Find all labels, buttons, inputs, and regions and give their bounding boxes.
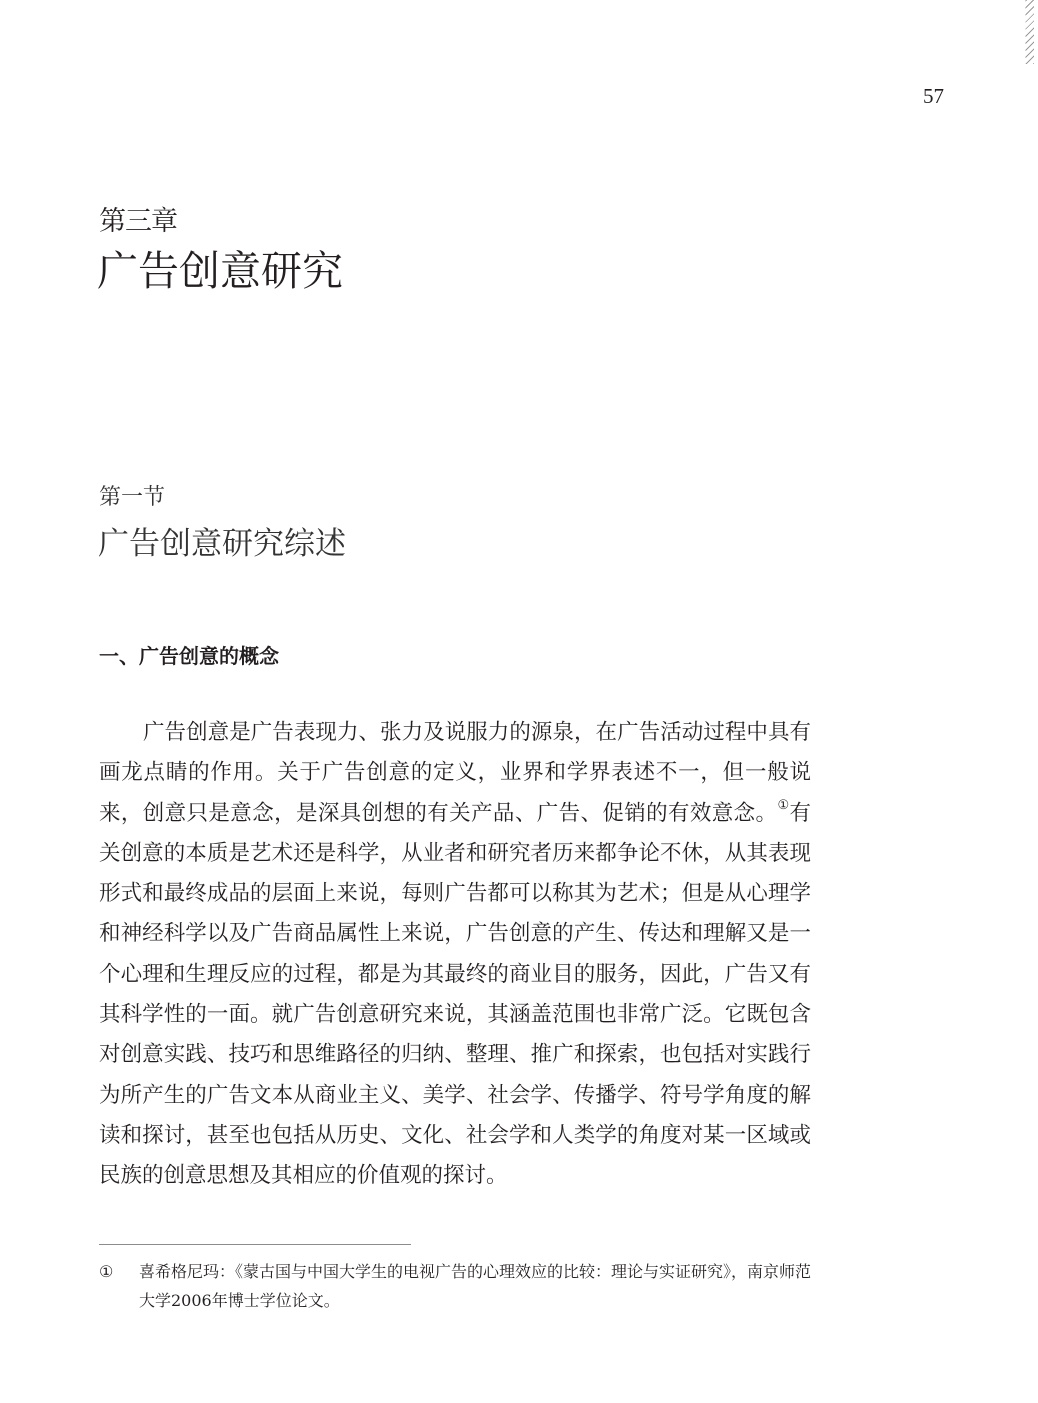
body-paragraph-part1: 广告创意是广告表现力、张力及说服力的源泉，在广告活动过程中具有画龙点睛的作用。关于广告创意的定义，业界和学界表述不一，但一般说来，创意只是意念，是深具创想的有关产品、广告、促销的有效意念。 bbox=[99, 720, 811, 826]
section-label: 第一节 bbox=[99, 485, 166, 510]
footnote-text: 喜希格尼玛：《蒙古国与中国大学生的电视广告的心理效应的比较：理论与实证研究》，南京师范大学2006年博士学位论文。 bbox=[139, 1262, 812, 1310]
body-paragraph-part2: 有关创意的本质是艺术还是科学，从业者和研究者历来都争论不休，从其表现形式和最终成品的层面上来说，每则广告都可以称其为艺术；但是从心理学和神经科学以及广告商品属性上来说，广告创意的产生、传达和理解又是一个心理和生理反应的过程，都是为其最终的商业目的服务，因此，广告又有其科学性的一面。就广告创意研究来说，其涵盖范围也非常广泛。它既包含对创意实践、技巧和思维路径的归纳、整理、推广和探索，也包括对实践行为所产生的广告文本从商业主义、美学、社会学、传播学、符号学角度的解读和探讨，甚至也包括从历史、文化、社会学和人类学的角度对某一区域或民族的创意思想及其相应的价值观的探讨。 bbox=[99, 800, 811, 1189]
section-title: 广告创意研究综述 bbox=[98, 526, 346, 562]
footnote-reference[interactable]: ① bbox=[777, 798, 790, 814]
footnote bbox=[99, 1257, 811, 1315]
page-edge-hatching bbox=[1006, 0, 1034, 64]
subsection-title: 一、广告创意的概念 bbox=[99, 644, 279, 668]
page-number: 57 bbox=[923, 84, 944, 108]
body-paragraph bbox=[99, 713, 811, 1197]
footnote-marker: ① bbox=[99, 1262, 114, 1281]
chapter-label: 第三章 bbox=[99, 206, 177, 237]
chapter-title: 广告创意研究 bbox=[97, 247, 343, 295]
footnote-divider bbox=[99, 1244, 411, 1245]
